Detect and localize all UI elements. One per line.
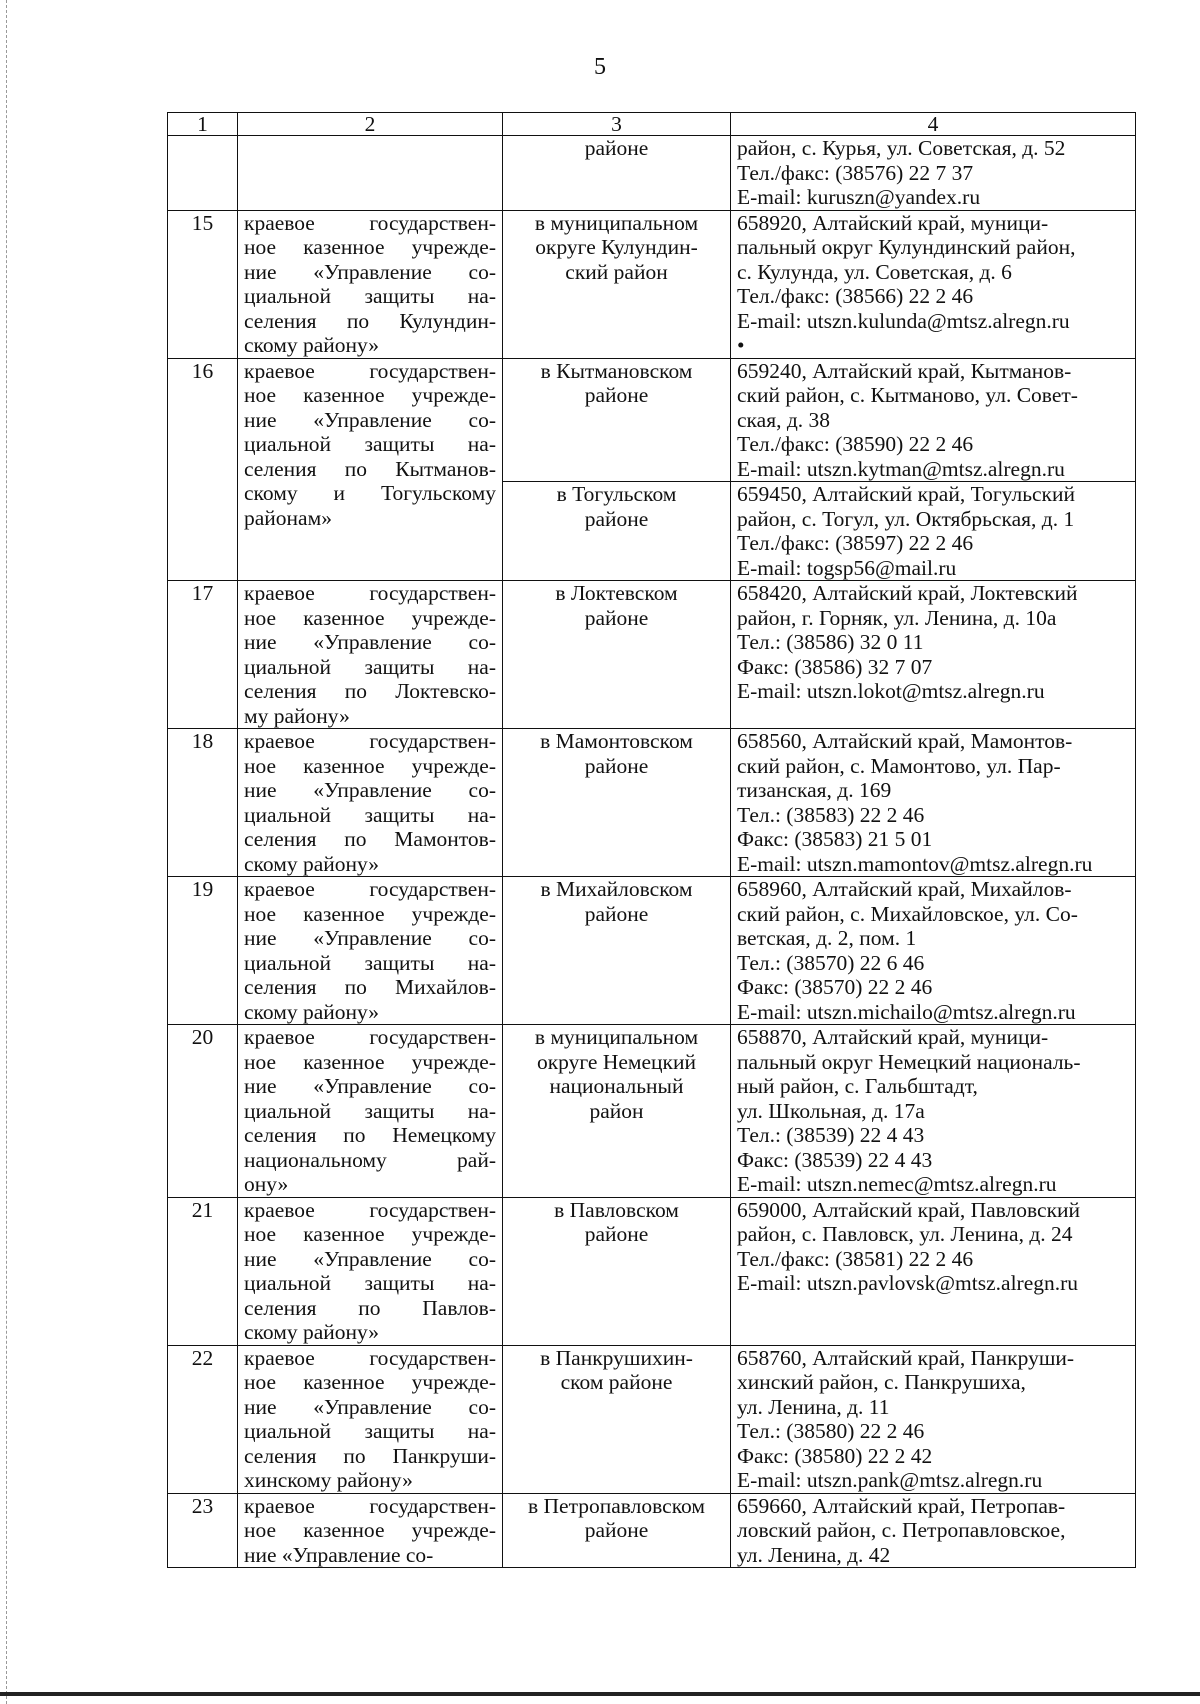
text-line: циальной защиты на- [244, 654, 496, 679]
text-line: национальный [549, 1074, 684, 1098]
column-header: 1 [168, 113, 238, 136]
table-row [168, 877, 1136, 1025]
text-line: ский район, с. Михайловское, ул. Со- [737, 901, 1078, 926]
text-line: • [737, 333, 745, 357]
text-line: 659240, Алтайский край, Кытманов- [737, 358, 1072, 383]
area-cell [503, 136, 731, 211]
text-line: E-mail: utszn.mamontov@mtsz.alregn.ru [737, 851, 1093, 876]
contact-cell [731, 1493, 1136, 1568]
area-cell [503, 1025, 731, 1198]
text-line: скому и Тогульскому [244, 481, 496, 505]
column-header: 3 [503, 113, 731, 136]
text-line: в муниципальном [534, 210, 699, 235]
table-row [168, 1197, 1136, 1345]
text-line: краевое государствен- [244, 1345, 496, 1370]
row-number-cell [168, 136, 238, 211]
institution-cell [238, 136, 503, 211]
text-line: циальной защиты на- [244, 1271, 496, 1295]
text-line: 659000, Алтайский край, Павловский [737, 1197, 1081, 1222]
text-line: циальной защиты на- [244, 1098, 496, 1123]
text-line: краевое государствен- [244, 729, 496, 753]
text-line: Тел./факс: (38566) 22 2 46 [737, 284, 974, 308]
text-line: районе [584, 383, 649, 407]
row-number-cell: 16 [168, 358, 238, 581]
contact-cell [731, 210, 1136, 358]
text-line: циальной защиты на- [244, 1419, 496, 1443]
text-line: краевое государствен- [244, 877, 496, 901]
text-line: селения по Кулундин- [244, 308, 496, 333]
text-line: Тел.: (38583) 22 2 46 [737, 802, 925, 827]
text-line: скому району» [244, 851, 380, 876]
row-number-cell: 20 [168, 1025, 238, 1198]
text-line: хинскому району» [244, 1468, 413, 1492]
text-line: селения по Локтевско- [244, 679, 496, 703]
table-header-row [168, 113, 1136, 136]
table-row [168, 358, 1136, 482]
text-line: краевое государствен- [244, 1025, 496, 1049]
text-line: E-mail: utszn.kytman@mtsz.alregn.ru [737, 456, 1065, 481]
institution-cell [238, 729, 503, 877]
text-line: ние «Управление со- [244, 1246, 496, 1271]
text-line: районам» [244, 505, 332, 530]
text-line: ное казенное учрежде- [244, 1222, 496, 1246]
text-line: ние «Управление со- [244, 630, 496, 654]
text-line: циальной защиты на- [244, 432, 496, 456]
institution-cell [238, 358, 503, 581]
column-header: 2 [238, 113, 503, 136]
text-line: селения по Павлов- [244, 1295, 496, 1320]
text-line: ние «Управление со- [244, 407, 496, 432]
table-row [168, 729, 1136, 877]
contact-cell [731, 1197, 1136, 1345]
text-line: 659450, Алтайский край, Тогульский [737, 482, 1076, 506]
text-line: в Тогульском [556, 482, 677, 506]
text-line: Факс: (38570) 22 2 46 [737, 975, 933, 999]
text-line: в Петропавловском [527, 1493, 706, 1518]
text-line: ский район, с. Мамонтово, ул. Пар- [737, 753, 1061, 778]
institution-cell [238, 210, 503, 358]
text-line: районе [584, 605, 649, 630]
text-line: район, с. Курья, ул. Советская, д. 52 [737, 136, 1066, 160]
institution-cell [238, 1345, 503, 1493]
text-line: ние «Управление со- [244, 1394, 496, 1419]
text-line: скому району» [244, 1320, 380, 1344]
text-line: ул. Ленина, д. 42 [737, 1542, 891, 1567]
text-line: Тел./факс: (38597) 22 2 46 [737, 531, 974, 555]
text-line: E-mail: utszn.nemec@mtsz.alregn.ru [737, 1172, 1057, 1196]
text-line: циальной защиты на- [244, 802, 496, 827]
table-row [168, 1345, 1136, 1493]
text-line: ное казенное учрежде- [244, 235, 496, 259]
contact-cell [731, 1345, 1136, 1493]
text-line: 658870, Алтайский край, муници- [737, 1025, 1049, 1049]
text-line: ская, д. 38 [737, 407, 831, 432]
contact-cell [731, 1025, 1136, 1198]
text-line: E-mail: utszn.lokot@mtsz.alregn.ru [737, 679, 1045, 703]
text-line: в Мамонтовском [540, 729, 693, 753]
text-line: E-mail: utszn.pavlovsk@mtsz.alregn.ru [737, 1271, 1079, 1295]
text-line: краевое государствен- [244, 1197, 496, 1222]
row-number-cell: 18 [168, 729, 238, 877]
text-line: Факс: (38580) 22 2 42 [737, 1443, 933, 1468]
table-row [168, 136, 1136, 211]
area-cell [503, 1493, 731, 1568]
text-line: Тел.: (38580) 22 2 46 [737, 1419, 925, 1443]
text-line: ние «Управление со- [244, 1542, 434, 1567]
text-line: ное казенное учрежде- [244, 901, 496, 926]
text-line: район [589, 1098, 644, 1123]
scan-bottom-edge [0, 1692, 1200, 1696]
text-line: ное казенное учрежде- [244, 383, 496, 407]
row-number-cell: 22 [168, 1345, 238, 1493]
area-cell [503, 729, 731, 877]
row-number-cell: 17 [168, 581, 238, 729]
text-line: ский район, с. Кытманово, ул. Совет- [737, 383, 1078, 407]
text-line: селения по Мамонтов- [244, 827, 496, 851]
text-line: район, г. Горняк, ул. Ленина, д. 10а [737, 605, 1057, 630]
area-cell [503, 482, 731, 581]
contact-cell [731, 136, 1136, 211]
text-line: округе Кулундин- [535, 235, 698, 259]
table-body [168, 113, 1136, 1568]
text-line: циальной защиты на- [244, 284, 496, 308]
area-cell [503, 210, 731, 358]
text-line: 658960, Алтайский край, Михайлов- [737, 877, 1072, 901]
text-line: ветская, д. 2, пом. 1 [737, 926, 917, 950]
table-row [168, 210, 1136, 358]
text-line: E-mail: utszn.michailo@mtsz.alregn.ru [737, 999, 1076, 1024]
text-line: краевое государствен- [244, 581, 496, 605]
institution-cell [238, 1493, 503, 1568]
text-line: в Павловском [554, 1197, 679, 1222]
text-line: краевое государствен- [244, 210, 496, 235]
text-line: Факс: (38539) 22 4 43 [737, 1147, 933, 1172]
text-line: Тел.: (38539) 22 4 43 [737, 1123, 925, 1147]
contact-cell [731, 729, 1136, 877]
text-line: Тел./факс: (38581) 22 2 46 [737, 1246, 974, 1271]
text-line: тизанская, д. 169 [737, 778, 892, 802]
column-header: 4 [731, 113, 1136, 136]
text-line: 658760, Алтайский край, Панкруши- [737, 1345, 1075, 1370]
table-row [168, 1493, 1136, 1568]
row-number-cell: 21 [168, 1197, 238, 1345]
text-line: циальной защиты на- [244, 950, 496, 975]
text-line: селения по Немецкому [244, 1123, 496, 1147]
text-line: E-mail: utszn.kulunda@mtsz.alregn.ru [737, 308, 1070, 333]
text-line: E-mail: togsp56@mail.ru [737, 555, 957, 580]
text-line: селения по Михайлов- [244, 975, 496, 999]
text-line: районе [584, 753, 649, 778]
scan-left-edge [6, 0, 7, 1704]
row-number-cell: 19 [168, 877, 238, 1025]
text-line: пальный округ Немецкий националь- [737, 1049, 1081, 1074]
text-line: ском районе [560, 1370, 673, 1394]
text-line: район, с. Тогул, ул. Октябрьская, д. 1 [737, 506, 1075, 531]
text-line: районе [584, 1518, 649, 1542]
contact-cell [731, 581, 1136, 729]
text-line: 658920, Алтайский край, муници- [737, 210, 1049, 235]
text-line: ул. Ленина, д. 11 [737, 1394, 890, 1419]
text-line: хинский район, с. Панкрушиха, [737, 1370, 1026, 1394]
text-line: в Кытмановском [540, 358, 693, 383]
page-number: 5 [594, 54, 606, 80]
text-line: селения по Кытманов- [244, 456, 496, 481]
area-cell [503, 1197, 731, 1345]
text-line: районе [584, 506, 649, 531]
text-line: скому району» [244, 333, 380, 357]
text-line: Факс: (38583) 21 5 01 [737, 827, 933, 851]
table-row [168, 581, 1136, 729]
text-line: 658560, Алтайский край, Мамонтов- [737, 729, 1073, 753]
text-line: в муниципальном [534, 1025, 699, 1049]
row-number-cell: 15 [168, 210, 238, 358]
text-line: ону» [244, 1172, 289, 1196]
text-line: ное казенное учрежде- [244, 1049, 496, 1074]
table-row [168, 1025, 1136, 1198]
text-line: селения по Панкруши- [244, 1443, 496, 1468]
contact-cell [731, 877, 1136, 1025]
contact-cell [731, 358, 1136, 482]
text-line: Тел.: (38586) 32 0 11 [737, 630, 924, 654]
text-line: скому району» [244, 999, 380, 1024]
text-line: ние «Управление со- [244, 926, 496, 950]
text-line: в Локтевском [555, 581, 678, 605]
text-line: краевое государствен- [244, 358, 496, 383]
row-number-cell: 23 [168, 1493, 238, 1568]
text-line: Тел./факс: (38576) 22 7 37 [737, 160, 974, 185]
text-line: ский район [565, 259, 668, 284]
text-line: ное казенное учрежде- [244, 753, 496, 778]
text-line: ловский район, с. Петропавловское, [737, 1518, 1066, 1542]
text-line: ние «Управление со- [244, 1074, 496, 1098]
area-cell [503, 358, 731, 482]
area-cell [503, 877, 731, 1025]
text-line: с. Кулунда, ул. Советская, д. 6 [737, 259, 1012, 284]
institution-cell [238, 581, 503, 729]
institutions-table [167, 112, 1136, 1568]
text-line: ул. Школьная, д. 17а [737, 1098, 925, 1123]
text-line: район, с. Павловск, ул. Ленина, д. 24 [737, 1222, 1073, 1246]
text-line: му району» [244, 703, 350, 728]
text-line: районе [584, 901, 649, 926]
institution-cell [238, 1197, 503, 1345]
text-line: E-mail: utszn.pank@mtsz.alregn.ru [737, 1468, 1043, 1492]
text-line: ный район, с. Гальбштадт, [737, 1074, 978, 1098]
area-cell [503, 1345, 731, 1493]
text-line: Тел./факс: (38590) 22 2 46 [737, 432, 974, 456]
text-line: районе [584, 136, 649, 160]
text-line: ние «Управление со- [244, 259, 496, 284]
text-line: пальный округ Кулундинский район, [737, 235, 1076, 259]
text-line: национальному рай- [244, 1147, 496, 1172]
text-line: 658420, Алтайский край, Локтевский [737, 581, 1078, 605]
contact-cell [731, 482, 1136, 581]
text-line: Факс: (38586) 32 7 07 [737, 654, 933, 679]
text-line: 659660, Алтайский край, Петропав- [737, 1493, 1066, 1518]
text-line: в Михайловском [540, 877, 693, 901]
text-line: Тел.: (38570) 22 6 46 [737, 950, 925, 975]
institution-cell [238, 1025, 503, 1198]
text-line: ное казенное учрежде- [244, 1518, 496, 1542]
area-cell [503, 581, 731, 729]
text-line: E-mail: kuruszn@yandex.ru [737, 185, 981, 209]
institution-cell [238, 877, 503, 1025]
text-line: ние «Управление со- [244, 778, 496, 802]
text-line: в Панкрушихин- [540, 1345, 693, 1370]
text-line: округе Немецкий [536, 1049, 697, 1074]
text-line: ное казенное учрежде- [244, 1370, 496, 1394]
text-line: районе [584, 1222, 649, 1246]
text-line: краевое государствен- [244, 1493, 496, 1518]
text-line: ное казенное учрежде- [244, 605, 496, 630]
